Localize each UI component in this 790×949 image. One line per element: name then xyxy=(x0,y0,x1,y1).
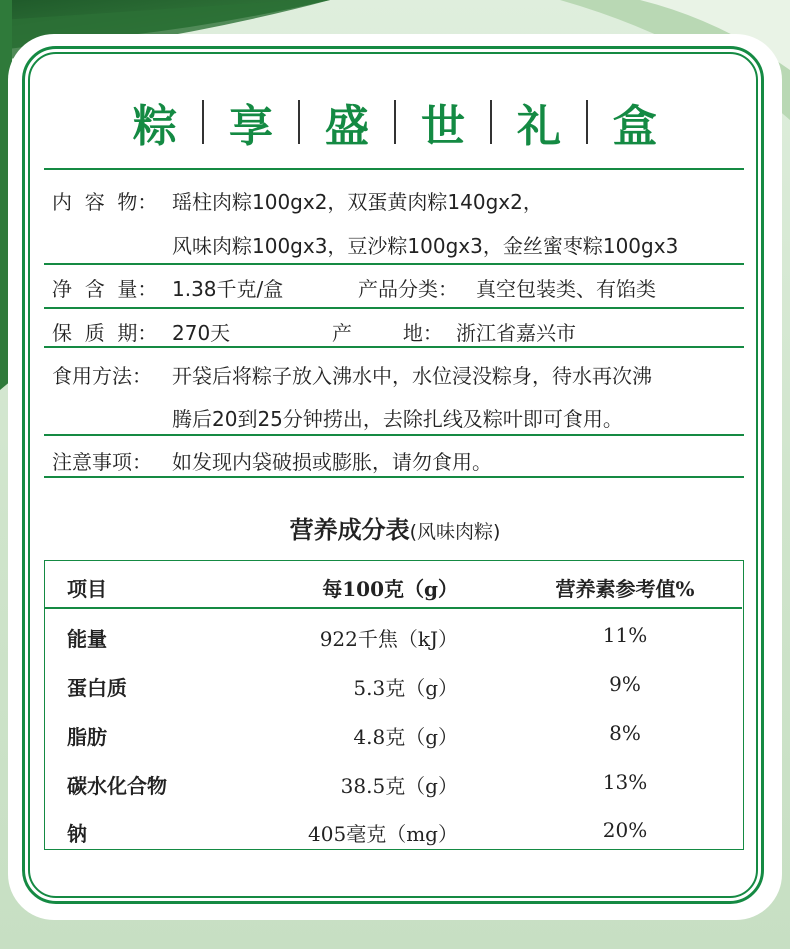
title-char: 享 xyxy=(229,101,273,152)
divider xyxy=(44,307,744,309)
usage-line1: 开袋后将粽子放入沸水中，水位浸没粽身，待水再次沸 xyxy=(172,364,652,388)
notice-value: 如发现内袋破损或膨胀，请勿食用。 xyxy=(172,450,492,474)
table-row-label: 蛋白质 xyxy=(67,676,127,700)
shelf-life-value: 270天 xyxy=(172,321,231,345)
divider xyxy=(44,168,744,170)
category-label: 产品分类： xyxy=(358,277,458,301)
usage-label: 食用方法： xyxy=(52,364,152,388)
divider xyxy=(44,263,744,265)
table-row-nrv: 8% xyxy=(609,721,641,745)
usage-line2: 腾后20到25分钟捞出，去除扎线及粽叶即可食用。 xyxy=(172,407,623,431)
nutrition-title-text: 营养成分表 xyxy=(289,515,410,544)
table-row-label: 碳水化合物 xyxy=(67,774,167,798)
nutrition-subtitle: (风味肉粽) xyxy=(409,521,501,543)
table-row-value: 405毫克（mg） xyxy=(308,822,458,846)
table-row-label: 钠 xyxy=(67,822,87,846)
title-char: 盒 xyxy=(613,101,657,152)
table-row-value: 4.8克（g） xyxy=(353,725,458,749)
title-char: 礼 xyxy=(517,101,561,152)
table-header-divider xyxy=(45,607,742,609)
net-content-label: 净 含 量： xyxy=(52,277,158,301)
table-row-nrv: 20% xyxy=(602,818,648,842)
title-char: 粽 xyxy=(133,101,177,152)
divider xyxy=(44,476,744,478)
divider xyxy=(44,434,744,436)
table-row-nrv: 13% xyxy=(602,770,648,794)
divider xyxy=(44,346,744,348)
table-row-nrv: 11% xyxy=(602,623,648,647)
header-item: 项目 xyxy=(67,577,107,601)
table-row-nrv: 9% xyxy=(609,672,641,696)
title-char: 世 xyxy=(421,101,465,152)
origin-label: 产 地： xyxy=(332,321,443,345)
header-nrv: 营养素参考值% xyxy=(555,577,695,601)
title-char: 盛 xyxy=(325,101,369,152)
header-per100g: 每100克（g） xyxy=(322,577,458,601)
nutrition-table xyxy=(44,560,744,850)
contents-line2: 风味肉粽100gx3，豆沙粽100gx3，金丝蜜枣粽100gx3 xyxy=(172,234,679,258)
table-row-value: 38.5克（g） xyxy=(340,774,458,798)
category-value: 真空包装类、有馅类 xyxy=(476,277,656,301)
origin-value: 浙江省嘉兴市 xyxy=(456,321,576,345)
contents-label: 内 容 物： xyxy=(52,190,158,214)
nutrition-title xyxy=(0,510,790,545)
table-row-label: 脂肪 xyxy=(67,725,107,749)
net-content-value: 1.38千克/盒 xyxy=(172,277,284,301)
notice-label: 注意事项： xyxy=(52,450,152,474)
table-row-label: 能量 xyxy=(67,627,107,651)
contents-line1: 瑶柱肉粽100gx2，双蛋黄肉粽140gx2， xyxy=(172,190,543,214)
table-row-value: 5.3克（g） xyxy=(353,676,458,700)
page-title xyxy=(0,92,790,152)
table-row-value: 922千焦（kJ） xyxy=(319,627,458,651)
shelf-life-label: 保 质 期： xyxy=(52,321,158,345)
